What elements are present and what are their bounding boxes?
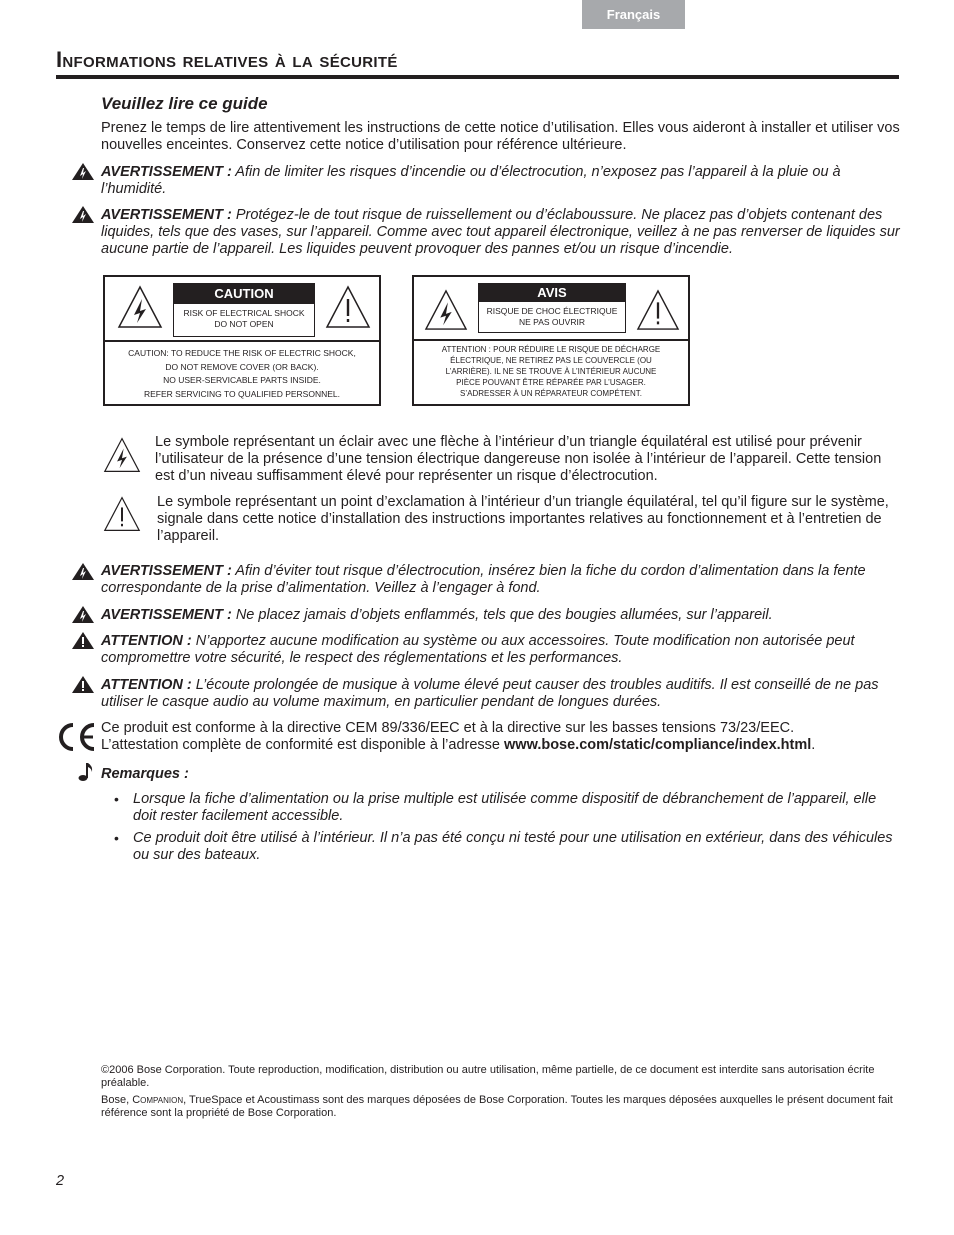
- caution-label-french: [412, 275, 690, 406]
- warning-label: AVERTISSEMENT :: [101, 207, 232, 223]
- attention-2: [101, 677, 901, 711]
- attention-label: ATTENTION :: [101, 677, 192, 693]
- warning-label: AVERTISSEMENT :: [101, 563, 232, 579]
- compliance-prefix: L’attestation complète de conformité est disponible à l’adresse: [101, 737, 505, 753]
- ce-mark-icon: [55, 722, 97, 752]
- attention-triangle-icon: [72, 676, 94, 693]
- avis-body-line: S’ADRESSER À UN RÉPARATEUR COMPÉTENT.: [460, 389, 642, 398]
- trademark-suffix: , TrueSpace et Acoustimass sont des marques déposées de Bose Corporation. Toutes les marques déposées auxquelles le présent document fait référence sont la propriété de Bose Corporation.: [101, 1094, 893, 1119]
- caution-panel: [173, 283, 315, 337]
- avis-body-line: L’ARRIÈRE). IL NE SE TROUVE À L’INTÉRIEUR AUCUNE: [445, 367, 657, 376]
- caution-body-line: REFER SERVICING TO QUALIFIED PERSONNEL.: [143, 388, 341, 399]
- warning-label: AVERTISSEMENT :: [101, 164, 232, 180]
- caution-body: [105, 347, 379, 401]
- label-divider: [414, 339, 688, 341]
- note-item-1: Lorsque la fiche d’alimentation ou la prise multiple est utilisée comme dispositif de débranchement de l’appareil, elle doit rester facilement accessible.: [133, 791, 877, 824]
- music-note-icon: [78, 762, 94, 782]
- trademark-product: Companion: [132, 1094, 184, 1106]
- warning-triangle-icon: [72, 206, 94, 223]
- caution-body-line: NO USER-SERVICABLE PARTS INSIDE.: [163, 375, 321, 385]
- avis-body-line: ATTENTION : POUR RÉDUIRE LE RISQUE DE DÉCHARGE: [441, 345, 661, 354]
- risk-line-1: RISQUE DE CHOC ÉLECTRIQUE: [486, 306, 618, 316]
- avis-body-line: ÉLECTRIQUE, NE RETIREZ PAS LE COUVERCLE (OU: [450, 356, 652, 365]
- warning-label: AVERTISSEMENT :: [101, 607, 232, 623]
- page-number: 2: [56, 1173, 65, 1189]
- warning-text: Afin de limiter les risques d’incendie ou d’électrocution, n’exposez pas l’appareil à la pluie ou à l’humidité.: [101, 164, 841, 197]
- exclamation-symbol-description: Le symbole représentant un point d’exclamation à l’intérieur d’un triangle équilatéral, tel qu’il figure sur le système, signale dans cette notice d’installation des instructions importantes relatives au fonctionnement et à l’entretien de l’appareil.: [157, 494, 889, 544]
- attention-triangle-icon: [72, 632, 94, 649]
- warning-text: Protégez-le de tout risque de ruissellement ou d’éclaboussure. Ne placez pas d’objets contenant des liquides, tels que des vases, sur l’appareil. Comme avec tout appareil électronique, veillez à ne pas renverser de liquides sur aucune partie de l’appareil. Les liquides peuvent provoquer des pannes et/ou un risque d’incendie.: [101, 207, 900, 257]
- compliance-statement: [101, 720, 911, 754]
- lightning-triangle-icon: [117, 285, 163, 329]
- compliance-line-2: [101, 737, 911, 754]
- warning-3: [101, 563, 901, 597]
- compliance-line-1: Ce produit est conforme à la directive CEM 89/336/EEC et à la directive sur les basses tensions 73/23/EEC.: [101, 720, 795, 736]
- label-divider: [105, 340, 379, 342]
- avis-body-line: PIÈCE POUVANT ÊTRE RÉPARÉE PAR L’USAGER.: [456, 378, 646, 387]
- section-title: Informations relatives à la sécurité: [56, 47, 398, 72]
- title-rule: [56, 75, 899, 79]
- warning-text: Afin d’éviter tout risque d’électrocution, insérez bien la fiche du cordon d’alimentation dans la fente correspondante de la prise d’alimentation. Veillez à l’engager à fond.: [101, 563, 866, 596]
- subtitle: Veuillez lire ce guide: [101, 94, 268, 113]
- warning-4: [101, 607, 901, 624]
- warning-triangle-icon: [72, 163, 94, 180]
- risk-line-1: RISK OF ELECTRICAL SHOCK: [183, 308, 305, 318]
- avis-heading: AVIS: [479, 284, 625, 302]
- exclamation-triangle-icon: [636, 289, 680, 331]
- notes-heading: Remarques :: [101, 766, 189, 782]
- risk-line-2: DO NOT OPEN: [214, 319, 274, 329]
- compliance-suffix: .: [811, 737, 816, 753]
- attention-1: [101, 633, 901, 667]
- attention-text: N’apportez aucune modification au système ou aux accessoires. Toute modification non autorisée peut compromettre votre sécurité, le respect des réglementations et les performances.: [101, 633, 855, 666]
- trademark-prefix: Bose,: [101, 1094, 133, 1106]
- exclamation-triangle-icon: [103, 496, 141, 532]
- warning-text: Ne placez jamais d’objets enflammés, tels que des bougies allumées, sur l’appareil.: [231, 607, 773, 623]
- bullet-icon: •: [114, 791, 119, 807]
- attention-label: ATTENTION :: [101, 633, 192, 649]
- warning-triangle-icon: [72, 563, 94, 580]
- warning-2: [101, 207, 901, 258]
- lightning-symbol-description: Le symbole représentant un éclair avec une flèche à l’intérieur d’un triangle équilatéral est utilisé pour prévenir l’utilisateur de la présence d’une tension électrique dangereuse non isolée à l’intérieur de l’appareil. Cette tension est d’un niveau suffisamment élevé pour représenter un risque d’électrocution.: [155, 434, 882, 484]
- caution-body-line: DO NOT REMOVE COVER (OR BACK).: [165, 361, 319, 372]
- bullet-icon: •: [114, 830, 119, 846]
- language-tab: Français: [582, 0, 685, 29]
- warning-1: [101, 164, 901, 198]
- attention-text: L’écoute prolongée de musique à volume élevé peut causer des troubles auditifs. Il est conseillé de ne pas utiliser le casque audio au volume maximum, en particulier pendant de longues durées.: [101, 677, 879, 710]
- lightning-triangle-icon: [424, 289, 468, 331]
- caution-heading: CAUTION: [174, 284, 314, 304]
- trademark-notice: [101, 1094, 901, 1120]
- avis-panel: [478, 283, 626, 333]
- compliance-url-link[interactable]: www.bose.com/static/compliance/index.html: [504, 737, 812, 753]
- caution-label-english: [103, 275, 381, 406]
- avis-body: [414, 344, 688, 399]
- lightning-triangle-icon: [103, 437, 141, 473]
- warning-triangle-icon: [72, 606, 94, 623]
- risk-line-2: NE PAS OUVRIR: [519, 317, 585, 327]
- intro-paragraph: Prenez le temps de lire attentivement les instructions de cette notice d’utilisation. Elles vous aideront à installer et utiliser vos nouvelles enceintes. Conservez cette notice d’utilisation pour référence ultérieure.: [101, 120, 900, 153]
- caution-body-line: CAUTION: TO REDUCE THE RISK OF ELECTRIC SHOCK,: [128, 348, 356, 358]
- copyright-notice: ©2006 Bose Corporation. Toute reproduction, modification, distribution ou autre utilisation, même partielle, de ce document est interdite sans autorisation écrite préalable.: [101, 1064, 875, 1089]
- exclamation-triangle-icon: [325, 285, 371, 329]
- note-item-2: Ce produit doit être utilisé à l’intérieur. Il n’a pas été conçu ni testé pour une utilisation en extérieur, dans des véhicules ou sur des bateaux.: [133, 830, 893, 863]
